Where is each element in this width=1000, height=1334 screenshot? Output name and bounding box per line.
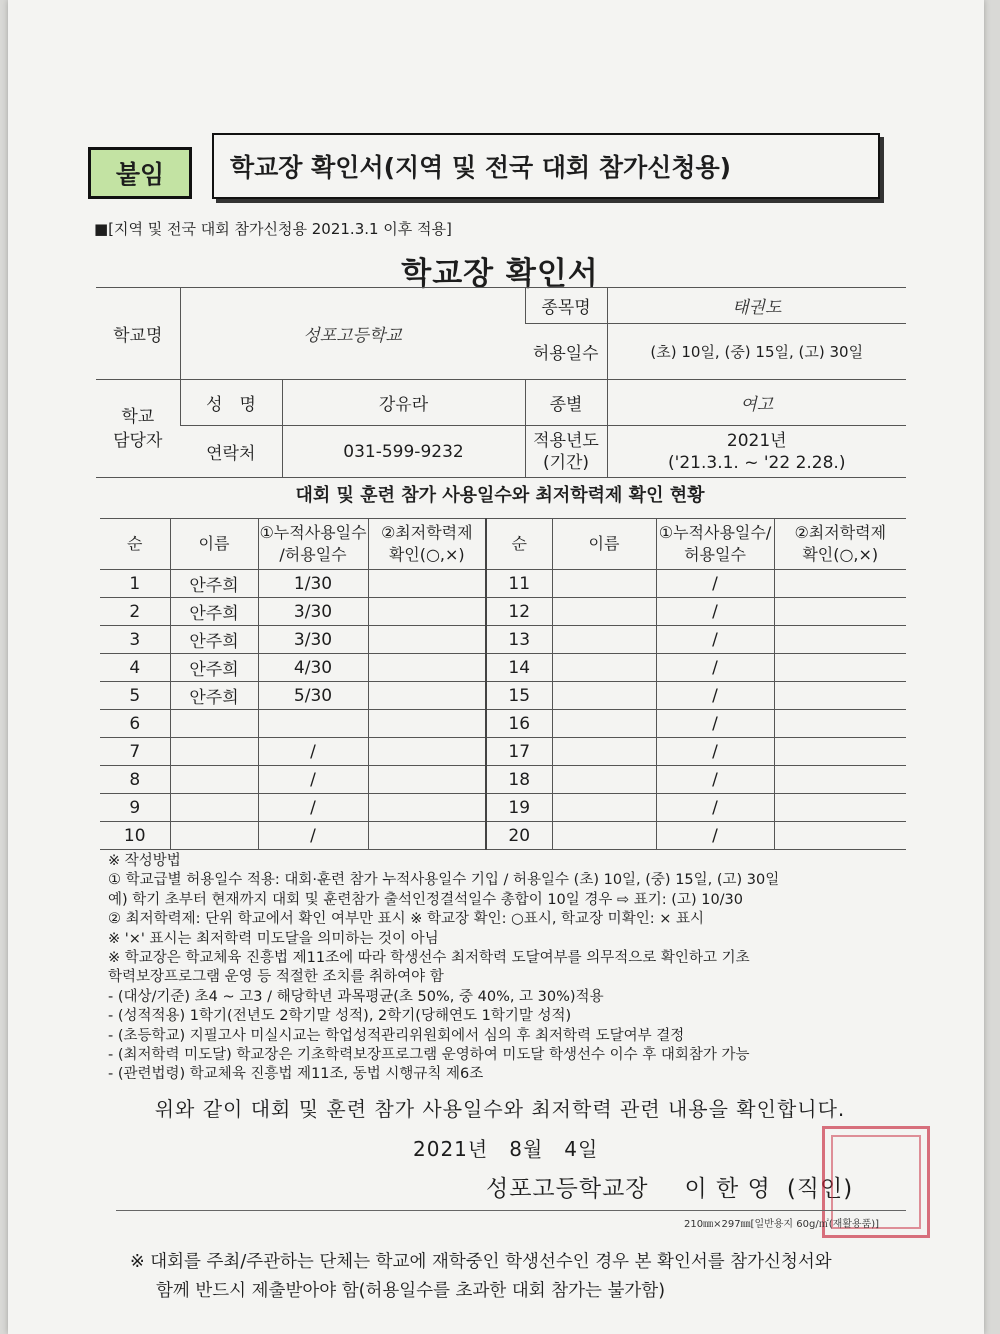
instruction-line: ※ 작성방법 xyxy=(108,853,181,869)
instruction-line: - (관련법령) 학교체육 진흥법 제11조, 동법 시행규칙 제6조 xyxy=(108,1066,484,1083)
row-seq: 17 xyxy=(486,738,552,766)
instruction-line: ※ 학교장은 학교체육 진흥법 제11조에 따라 학생선수 최저학력 도달여부를 의무적으로 확인하고 기초 xyxy=(108,950,750,967)
row-seq: 12 xyxy=(486,598,552,626)
row-name xyxy=(552,822,656,850)
row-seq: 5 xyxy=(100,682,170,710)
row-name xyxy=(552,710,656,738)
col-days-right xyxy=(656,519,774,570)
col-days-right-line2: 허용일수 xyxy=(684,545,746,564)
instruction-line: ※ '×' 표시는 최저학력 미도달을 의미하는 것이 아님 xyxy=(108,930,439,947)
confirmation-statement: 위와 같이 대회 및 훈련 참가 사용일수와 최저학력 관련 내용을 확인합니다. xyxy=(154,1097,846,1121)
col-academic-right-line2: 확인(○,×) xyxy=(802,545,879,564)
row-academic xyxy=(774,654,906,682)
school-info-table xyxy=(96,287,906,478)
row-name xyxy=(170,710,258,738)
scope-note: ■[지역 및 전국 대회 참가신청용 2021.3.1 이후 적용] xyxy=(94,220,452,238)
row-days: 3/30 xyxy=(258,626,368,654)
school-manager-label: 학교 담당자 xyxy=(96,380,180,478)
row-academic xyxy=(774,710,906,738)
row-academic xyxy=(368,766,486,794)
contact-value: 031-599-9232 xyxy=(282,426,525,478)
contact-label: 연락처 xyxy=(180,426,282,478)
row-days: 1/30 xyxy=(258,570,368,598)
instruction-line: ② 최저학력제: 단위 학교에서 확인 여부만 표시 ※ 학교장 확인: ○표시, 학교장 미확인: × 표시 xyxy=(108,911,704,928)
row-name xyxy=(552,766,656,794)
row-academic xyxy=(774,682,906,710)
row-name xyxy=(552,626,656,654)
row-days: / xyxy=(656,654,774,682)
allowed-days-label: 허용일수 xyxy=(525,324,607,380)
allowed-days-value: (초) 10일, (중) 15일, (고) 30일 xyxy=(607,324,906,380)
instruction-line: ① 학교급별 허용일수 적용: 대회·훈련 참가 누적사용일수 기입 / 허용일수 (초) 10일, (중) 15일, (고) 30일 xyxy=(108,872,780,889)
row-seq: 2 xyxy=(100,598,170,626)
row-seq: 15 xyxy=(486,682,552,710)
row-days: 5/30 xyxy=(258,682,368,710)
table-row xyxy=(100,738,906,766)
row-seq: 7 xyxy=(100,738,170,766)
row-days: / xyxy=(656,738,774,766)
row-seq: 18 xyxy=(486,766,552,794)
footer-note-line1: ※ 대회를 주최/주관하는 단체는 학교에 재학중인 학생선수인 경우 본 확인서를 참가신청서와 xyxy=(130,1252,832,1272)
col-academic-left-line1: ②최저학력제 xyxy=(380,523,473,542)
row-academic xyxy=(368,626,486,654)
row-academic xyxy=(774,626,906,654)
footer-note xyxy=(130,1248,832,1306)
row-name: 안주희 xyxy=(170,682,258,710)
row-days: / xyxy=(656,598,774,626)
event-value: 태권도 xyxy=(607,288,906,324)
row-academic xyxy=(774,738,906,766)
principal-signature-line xyxy=(486,1170,853,1203)
footer-note-line2: 함께 반드시 제출받아야 함(허용일수를 초과한 대회 참가는 불가함) xyxy=(156,1281,666,1301)
row-academic xyxy=(774,598,906,626)
col-name-left: 이름 xyxy=(170,519,258,570)
category-value: 여고 xyxy=(607,380,906,426)
period-value xyxy=(607,426,906,478)
row-seq: 11 xyxy=(486,570,552,598)
row-seq: 19 xyxy=(486,794,552,822)
paper-spec: 210㎜×297㎜[일반용지 60g/㎡(재활용품)] xyxy=(684,1219,880,1230)
row-name xyxy=(170,738,258,766)
row-days: / xyxy=(258,822,368,850)
col-days-left-line1: ①누적사용일수 xyxy=(259,523,367,542)
row-seq: 9 xyxy=(100,794,170,822)
row-name xyxy=(170,766,258,794)
instruction-line: 예) 학기 초부터 현재까지 대회 및 훈련참가 출석인정결석일수 총합이 10일 경우 ⇨ 표기: (고) 10/30 xyxy=(108,891,744,908)
page-title: 학교장 확인서 xyxy=(401,256,599,292)
col-academic-left-line2: 확인(○,×) xyxy=(388,545,465,564)
row-days: / xyxy=(258,738,368,766)
row-name xyxy=(552,654,656,682)
row-days: / xyxy=(656,822,774,850)
col-seq-right: 순 xyxy=(486,519,552,570)
category-label: 종별 xyxy=(525,380,607,426)
row-academic xyxy=(368,598,486,626)
instruction-line: - (최저학력 미도달) 학교장은 기초학력보장프로그램 운영하여 미도달 학생선수 이수 후 대회참가 가능 xyxy=(108,1047,750,1064)
table-row xyxy=(100,794,906,822)
row-name xyxy=(552,570,656,598)
usage-table xyxy=(100,518,906,850)
row-academic xyxy=(368,822,486,850)
row-name: 안주희 xyxy=(170,654,258,682)
principal-name: 이 한 영 xyxy=(684,1176,771,1202)
row-academic xyxy=(368,570,486,598)
school-name-label: 학교명 xyxy=(96,288,180,380)
table-row xyxy=(100,710,906,738)
table-row xyxy=(100,598,906,626)
instruction-line: - (초등학교) 지필고사 미실시교는 학업성적관리위원회에서 심의 후 최저학력 도달여부 결정 xyxy=(108,1027,685,1044)
row-academic xyxy=(368,654,486,682)
row-name xyxy=(170,794,258,822)
row-academic xyxy=(368,738,486,766)
row-name xyxy=(552,598,656,626)
table-row xyxy=(100,570,906,598)
row-name: 안주희 xyxy=(170,598,258,626)
col-academic-right xyxy=(774,519,906,570)
row-name xyxy=(552,738,656,766)
row-name xyxy=(170,822,258,850)
row-seq: 8 xyxy=(100,766,170,794)
row-days: / xyxy=(656,794,774,822)
table-row xyxy=(100,654,906,682)
row-name: 안주희 xyxy=(170,626,258,654)
table-row xyxy=(100,766,906,794)
row-days: / xyxy=(656,710,774,738)
row-seq: 14 xyxy=(486,654,552,682)
col-days-left-line2: /허용일수 xyxy=(279,545,347,564)
row-days: / xyxy=(656,626,774,654)
row-days xyxy=(258,710,368,738)
col-academic-right-line1: ②최저학력제 xyxy=(794,523,887,542)
row-name: 안주희 xyxy=(170,570,258,598)
row-academic xyxy=(774,794,906,822)
row-days: 3/30 xyxy=(258,598,368,626)
row-academic xyxy=(774,822,906,850)
event-label: 종목명 xyxy=(525,288,607,324)
table-row xyxy=(100,626,906,654)
row-days: / xyxy=(656,766,774,794)
row-academic xyxy=(368,682,486,710)
instructions-block xyxy=(108,852,908,1085)
period-label-line1: 적용년도 xyxy=(533,430,599,451)
row-seq: 3 xyxy=(100,626,170,654)
table-row xyxy=(100,682,906,710)
attachment-badge: 붙임 xyxy=(88,147,192,199)
col-days-left xyxy=(258,519,368,570)
row-days: / xyxy=(656,682,774,710)
row-seq: 13 xyxy=(486,626,552,654)
col-seq-left: 순 xyxy=(100,519,170,570)
row-academic xyxy=(774,570,906,598)
row-seq: 10 xyxy=(100,822,170,850)
row-seq: 4 xyxy=(100,654,170,682)
instruction-line: - (성적적용) 1학기(전년도 2학기말 성적), 2학기(당해연도 1학기말 성적) xyxy=(108,1008,572,1025)
seal-label: (직인) xyxy=(786,1176,854,1202)
instruction-line: - (대상/기준) 초4 ~ 고3 / 해당학년 과목평균(초 50%, 중 40%, 고 30%)적용 xyxy=(108,988,604,1005)
row-name xyxy=(552,794,656,822)
period-value-line2: ('21.3.1. ~ '22 2.28.) xyxy=(668,452,846,473)
row-academic xyxy=(368,710,486,738)
row-days: / xyxy=(258,766,368,794)
principal-school: 성포고등학교장 xyxy=(486,1176,649,1202)
row-days: 4/30 xyxy=(258,654,368,682)
row-seq: 16 xyxy=(486,710,552,738)
col-academic-left xyxy=(368,519,486,570)
footer-divider xyxy=(116,1210,906,1211)
row-days: / xyxy=(656,570,774,598)
manager-name-value: 강유라 xyxy=(282,380,525,426)
col-days-right-line1: ①누적사용일수/ xyxy=(658,523,772,542)
issue-date: 2021년 8월 4일 xyxy=(413,1137,599,1161)
period-value-line1: 2021년 xyxy=(726,430,787,451)
col-name-right: 이름 xyxy=(552,519,656,570)
period-label-line2: (기간) xyxy=(542,452,590,473)
instruction-line: 학력보장프로그램 운영 등 적절한 조치를 취하여야 함 xyxy=(108,969,444,986)
row-seq: 6 xyxy=(100,710,170,738)
table-row xyxy=(100,822,906,850)
row-seq: 20 xyxy=(486,822,552,850)
row-days: / xyxy=(258,794,368,822)
row-academic xyxy=(774,766,906,794)
usage-section-title: 대회 및 훈련 참가 사용일수와 최저학력제 확인 현황 xyxy=(295,485,705,506)
row-seq: 1 xyxy=(100,570,170,598)
row-academic xyxy=(368,794,486,822)
row-name xyxy=(552,682,656,710)
manager-name-label: 성 명 xyxy=(180,380,282,426)
document-header-title: 학교장 확인서(지역 및 전국 대회 참가신청용) xyxy=(212,133,880,199)
period-label xyxy=(525,426,607,478)
school-name-value: 성포고등학교 xyxy=(180,288,525,380)
